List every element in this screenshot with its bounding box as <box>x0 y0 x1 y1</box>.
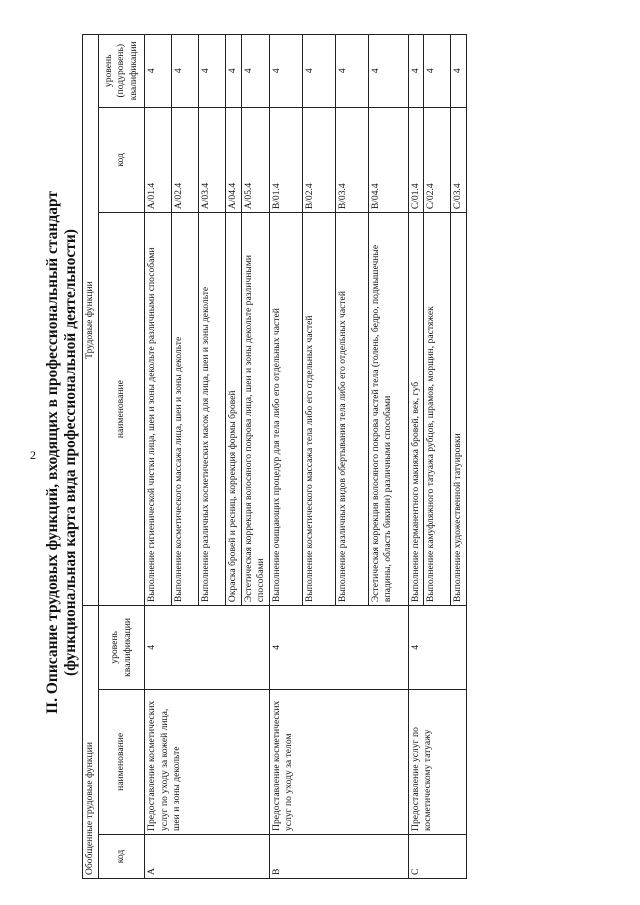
function-level: 4 <box>424 35 451 108</box>
group-code: C <box>408 834 466 878</box>
group-level: 4 <box>145 606 270 690</box>
function-name: Эстетическая коррекция волосяного покрова частей тела (голень, бедро, подмышечные впадины, область бикини) различными способами <box>368 213 408 606</box>
function-level: 4 <box>145 35 172 108</box>
page-number: 2 <box>30 448 36 462</box>
header-fn-code: код <box>99 107 145 213</box>
function-level: 4 <box>269 35 302 108</box>
header-name: наименование <box>99 689 145 834</box>
group-code: A <box>145 834 270 878</box>
function-level: 4 <box>241 35 269 108</box>
group-name: Предоставление косметических услуг по уходу за кожей лица, шеи и зоны декольте <box>145 689 270 834</box>
function-code: B/02.4 <box>302 107 335 213</box>
table-row <box>408 35 424 879</box>
function-code: B/01.4 <box>269 107 302 213</box>
function-name: Выполнение перманентного макияжа бровей, век, губ <box>408 213 424 606</box>
function-name: Выполнение гигиенической чистки лица, шеи и зоны декольте различными способами <box>145 213 172 606</box>
function-code: A/04.4 <box>226 107 242 213</box>
function-code: C/01.4 <box>408 107 424 213</box>
function-level: 4 <box>368 35 408 108</box>
function-level: 4 <box>199 35 226 108</box>
function-level: 4 <box>172 35 199 108</box>
header-fn-level: уровень (подуровень) квалификации <box>99 35 145 108</box>
title-line-1: II. Описание трудовых функций, входящих в профессиональный стандарт <box>44 191 61 714</box>
function-name: Эстетическая коррекция волосяного покрова лица, шеи и зоны декольте различными способами <box>241 213 269 606</box>
function-level: 4 <box>335 35 368 108</box>
function-name: Выполнение художественной татуировки <box>451 213 467 606</box>
function-level: 4 <box>226 35 242 108</box>
title-line-2: (функциональная карта вида профессиональной деятельности) <box>62 229 79 676</box>
header-functions: Трудовые функции <box>83 35 99 606</box>
header-generalized: Обобщенные трудовые функции <box>83 606 99 879</box>
function-level: 4 <box>451 35 467 108</box>
header-code: код <box>99 834 145 878</box>
function-code: B/04.4 <box>368 107 408 213</box>
function-name: Выполнение различных видов обертывания тела либо его отдельных частей <box>335 213 368 606</box>
group-level: 4 <box>408 606 466 690</box>
table-head <box>83 35 145 879</box>
function-code: A/01.4 <box>145 107 172 213</box>
header-fn-name: наименование <box>99 213 145 606</box>
group-name: Предоставление косметических услуг по уходу за телом <box>269 689 408 834</box>
function-name: Окраска бровей и ресниц, коррекция формы бровей <box>226 213 242 606</box>
table-row <box>145 35 172 879</box>
group-level: 4 <box>269 606 408 690</box>
function-name: Выполнение различных косметических масок для лица, шеи и зоны декольте <box>199 213 226 606</box>
function-name: Выполнение очищающих процедур для тела либо его отдельных частей <box>269 213 302 606</box>
table-body <box>145 35 467 879</box>
function-code: A/03.4 <box>199 107 226 213</box>
functional-map-table <box>82 34 467 879</box>
group-name: Предоставление услуг по косметическому татуажу <box>408 689 466 834</box>
function-name: Выполнение камуфляжного татуажа рубцов, шрамов, морщин, растяжек <box>424 213 451 606</box>
function-level: 4 <box>302 35 335 108</box>
function-name: Выполнение косметического массажа тела либо его отдельных частей <box>302 213 335 606</box>
header-level: уровень квалификации <box>99 606 145 690</box>
function-code: A/02.4 <box>172 107 199 213</box>
function-code: B/03.4 <box>335 107 368 213</box>
function-name: Выполнение косметического массажа лица, шеи и зоны декольте <box>172 213 199 606</box>
function-code: A/05.4 <box>241 107 269 213</box>
group-code: B <box>269 834 408 878</box>
function-code: C/02.4 <box>424 107 451 213</box>
function-code: C/03.4 <box>451 107 467 213</box>
table-row <box>269 35 302 879</box>
function-level: 4 <box>408 35 424 108</box>
